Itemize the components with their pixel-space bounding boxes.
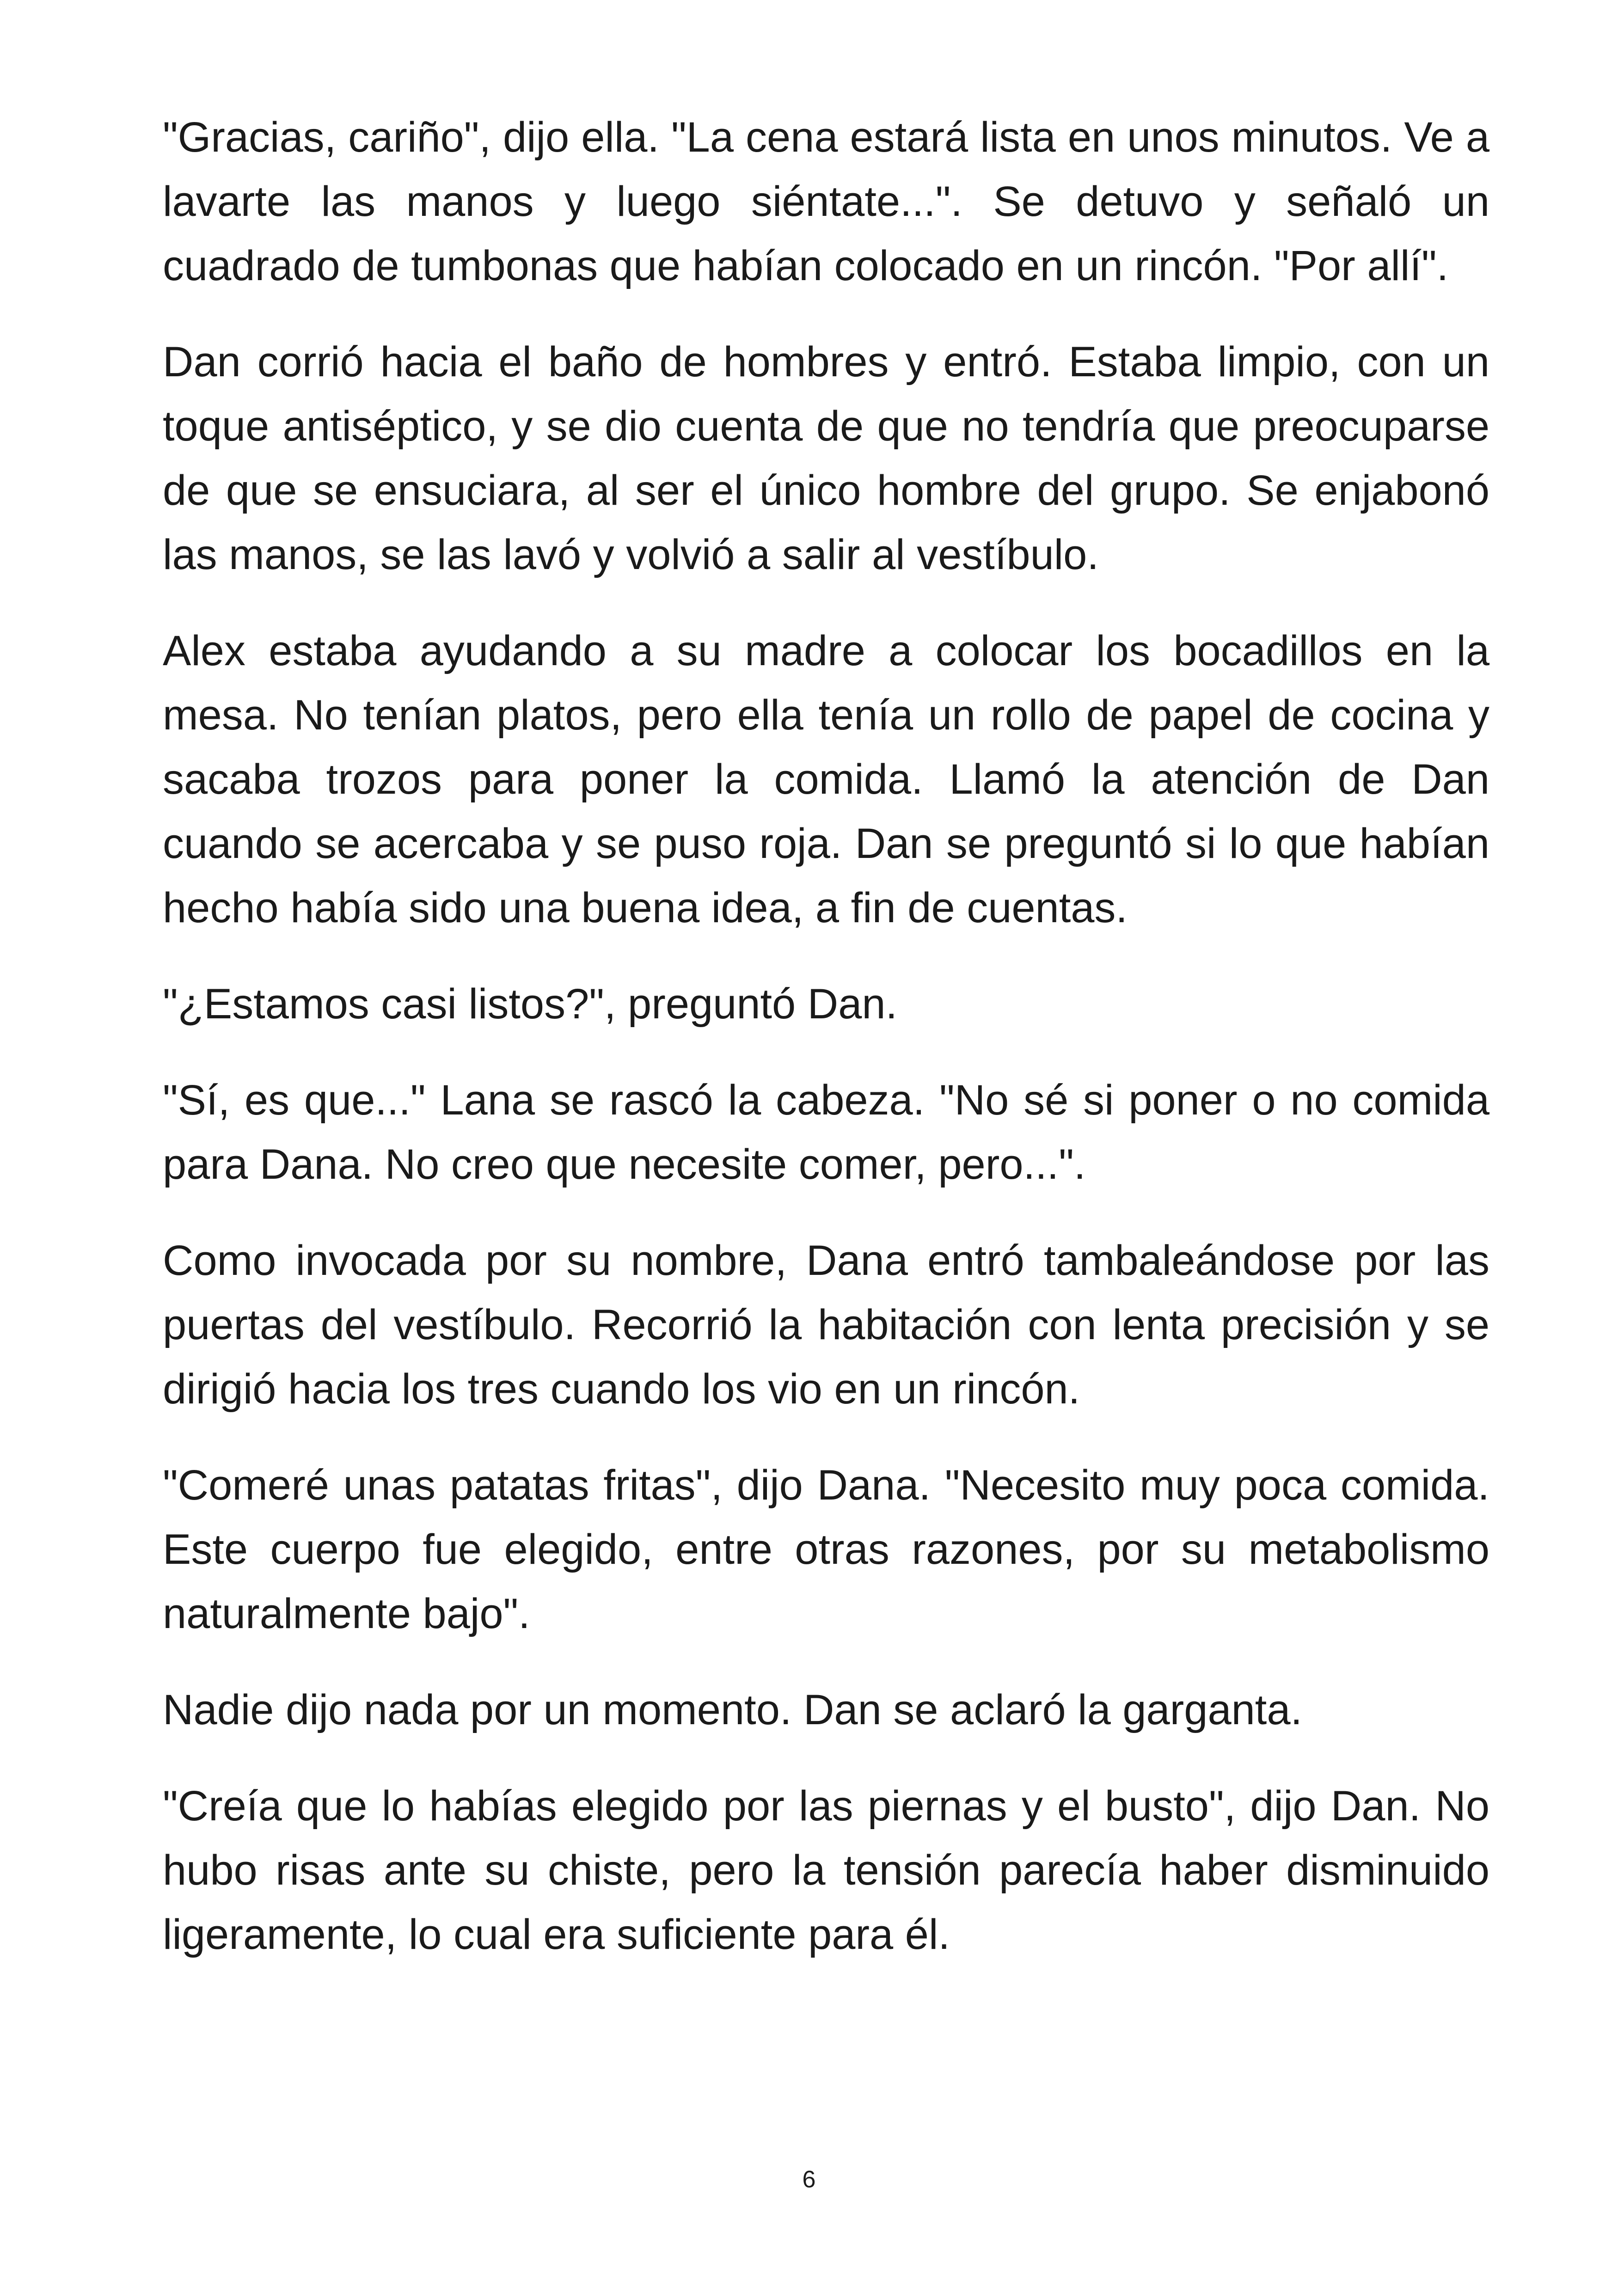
paragraph-4: "¿Estamos casi listos?", preguntó Dan. [163,980,898,1028]
paragraph-5: "Sí, es que..." Lana se rascó la cabeza. "No sé si poner o no comida para Dana. No creo que necesite comer, pero...". [163,1077,1489,1188]
body-text [163,105,1489,1999]
paragraph-1: "Gracias, cariño", dijo ella. "La cena estará lista en unos minutos. Ve a lavarte las manos y luego siéntate...". Se detuvo y señaló un cuadrado de tumbonas que habían colocado en un rincón. "Por allí". [163,114,1489,289]
paragraph-9: "Creía que lo habías elegido por las piernas y el busto", dijo Dan. No hubo risas ante su chiste, pero la tensión parecía haber disminuido ligeramente, lo cual era suficiente para él. [163,1782,1489,1958]
paragraph-2: Dan corrió hacia el baño de hombres y entró. Estaba limpio, con un toque antiséptico, y se dio cuenta de que no tendría que preocuparse de que se ensuciara, al ser el único hombre del grupo. Se enjabonó las manos, se las lavó y volvió a salir al vestíbulo. [163,338,1489,578]
paragraph-8: Nadie dijo nada por un momento. Dan se aclaró la garganta. [163,1686,1303,1733]
paragraph-7: "Comeré unas patatas fritas", dijo Dana. "Necesito muy poca comida. Este cuerpo fue elegido, entre otras razones, por su metabolismo naturalmente bajo". [163,1462,1489,1637]
page-number: 6 [802,2166,816,2193]
paragraph-6: Como invocada por su nombre, Dana entró tambaleándose por las puertas del vestíbulo. Recorrió la habitación con lenta precisión y se dirigió hacia los tres cuando los vio en un rincón. [163,1237,1489,1413]
paragraph-3: Alex estaba ayudando a su madre a colocar los bocadillos en la mesa. No tenían platos, pero ella tenía un rollo de papel de cocina y sacaba trozos para poner la comida. Llamó la atención de Dan cuando se acercaba y se puso roja. Dan se preguntó si lo que habían hecho había sido una buena idea, a fin de cuentas. [163,627,1489,931]
